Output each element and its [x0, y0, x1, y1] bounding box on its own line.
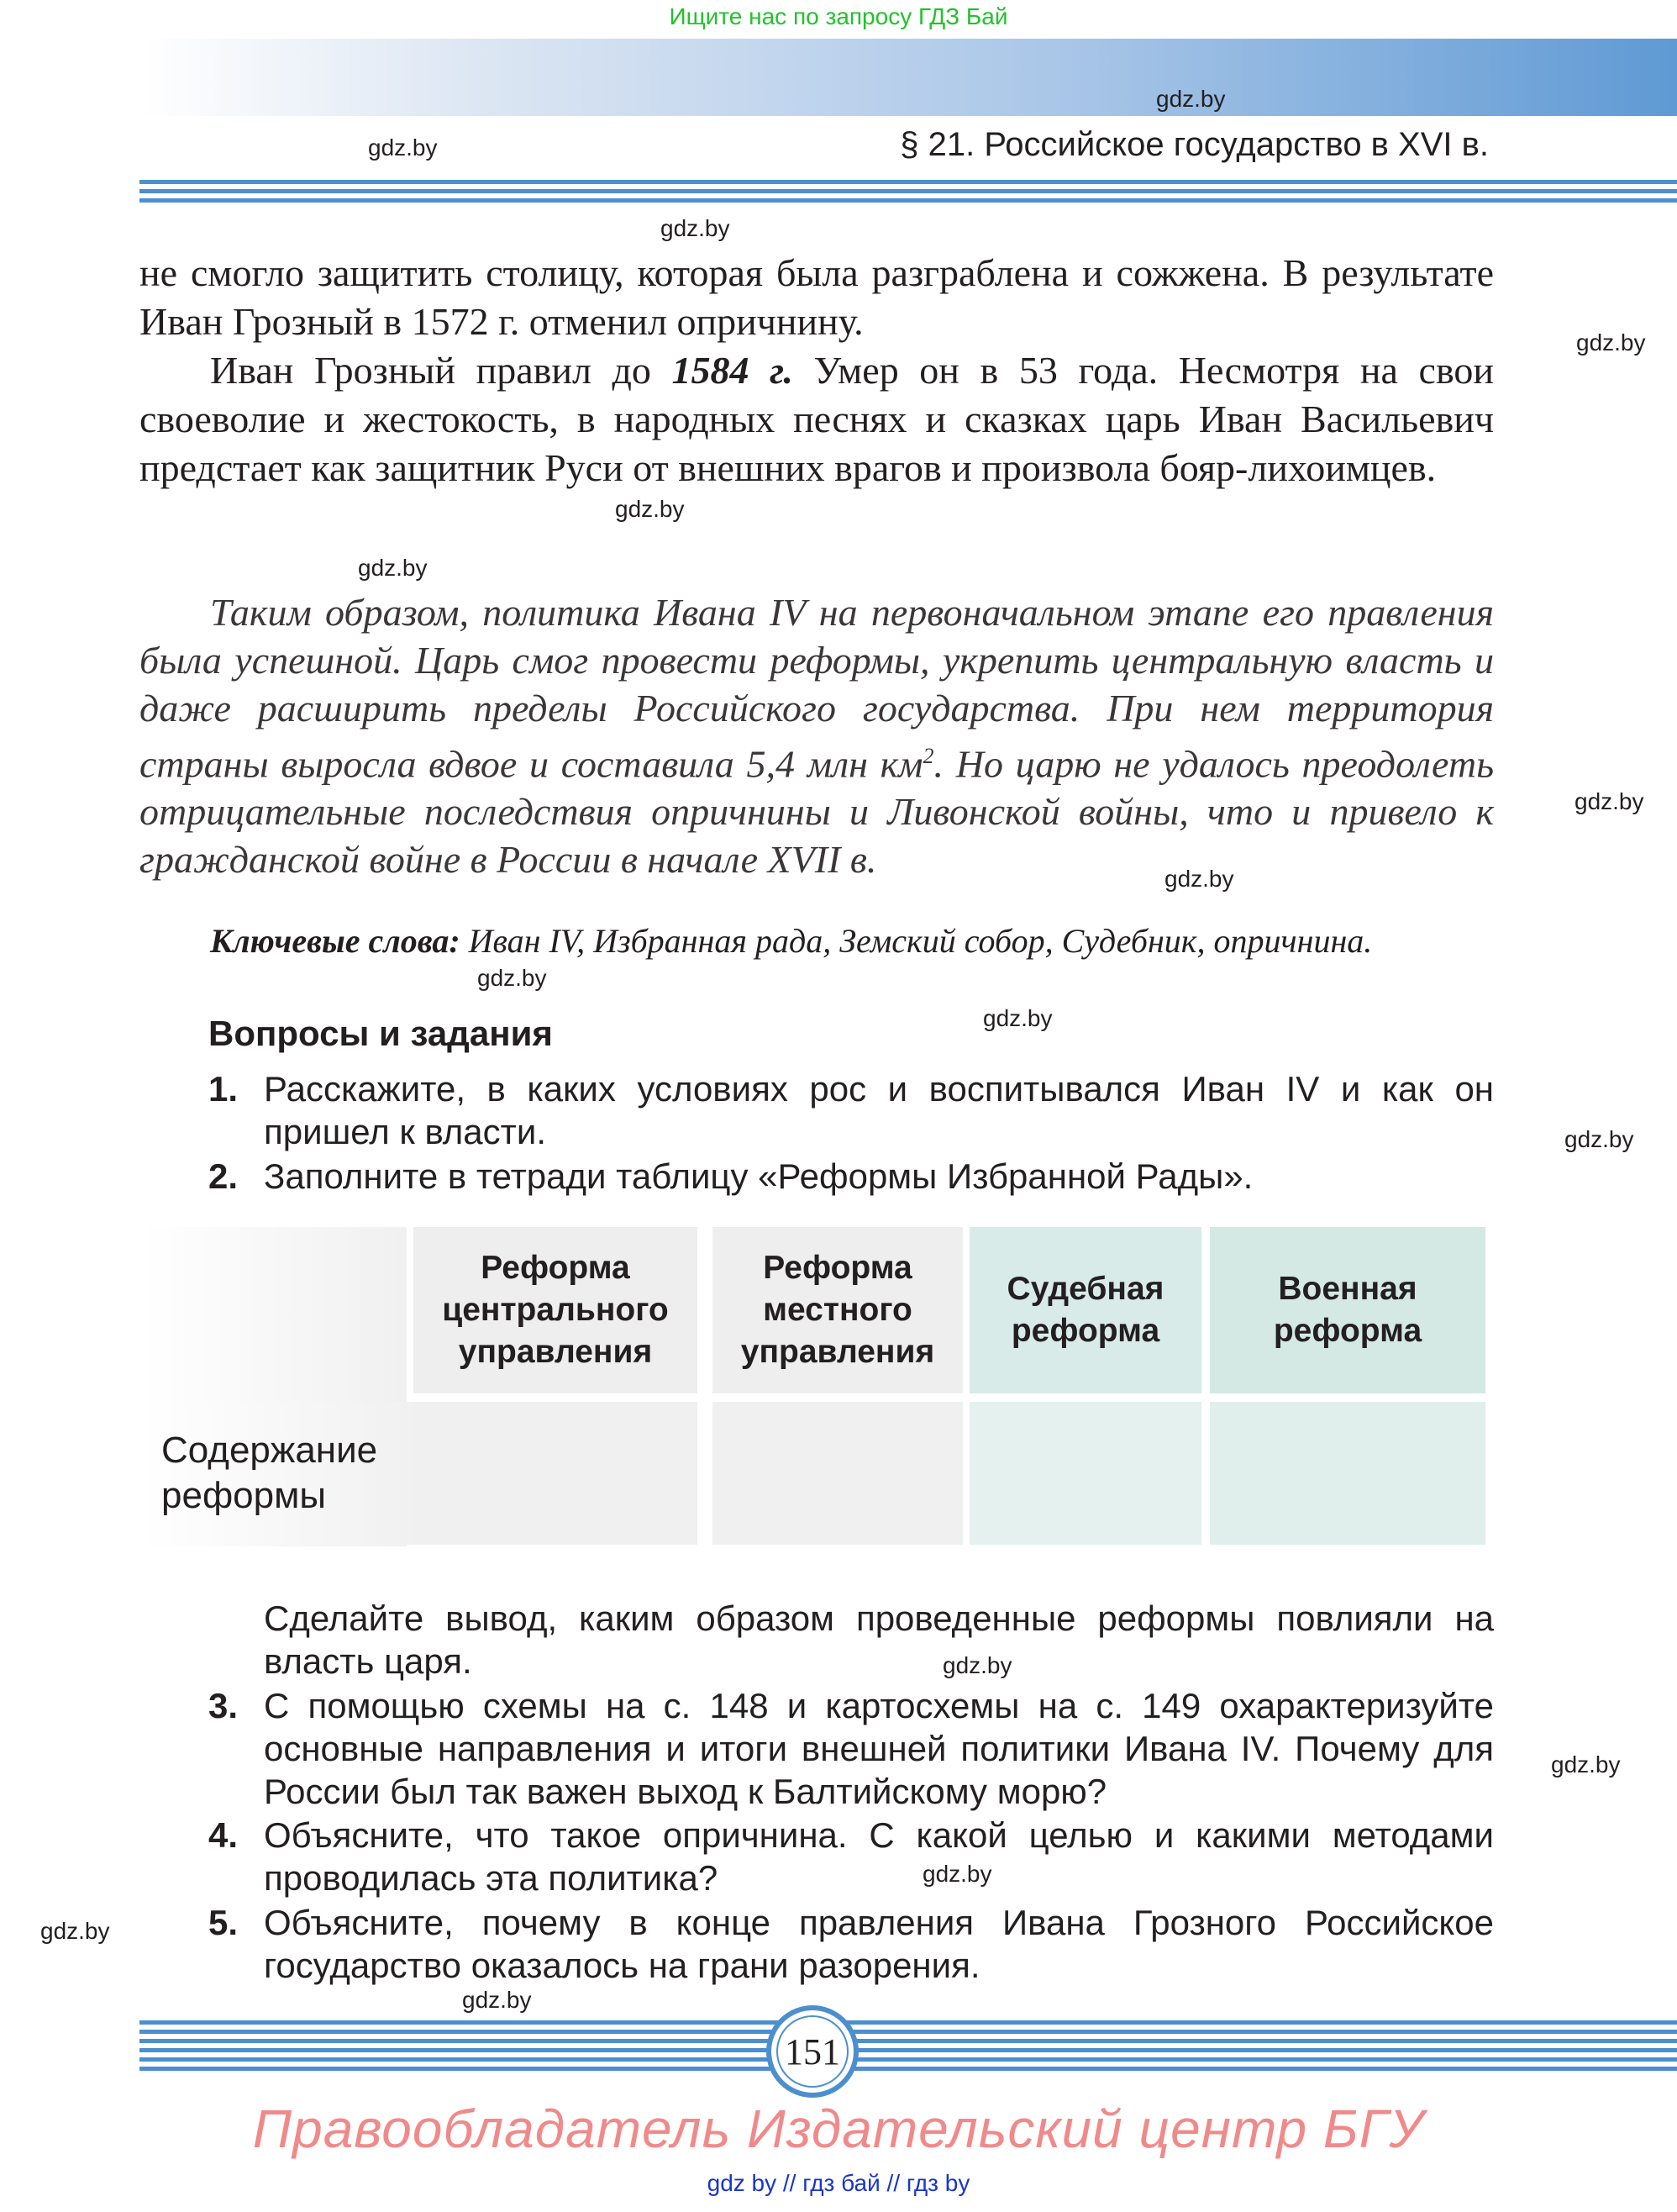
- keywords-label: Ключевые слова:: [210, 922, 460, 960]
- conclusion-paragraph: [139, 588, 1494, 883]
- question-text: Объясните, почему в конце правления Ивана Грозного Российское государство оказалось на грани разорения.: [264, 1903, 1494, 1985]
- table-header-cell: Реформа местного управления: [712, 1227, 963, 1393]
- question-number: 3.: [208, 1686, 239, 1725]
- table-header-cell: Судебная реформа: [970, 1227, 1201, 1393]
- question-text: Заполните в тетради таблицу «Реформы Избранной Рады».: [264, 1156, 1254, 1196]
- watermark: gdz.by: [1164, 866, 1234, 892]
- watermark: gdz.by: [368, 134, 438, 161]
- keywords-text: Иван IV, Избранная рада, Земский собор, Судебник, опричнина.: [460, 922, 1373, 960]
- question-text: Объясните, что такое опричнина. С какой целью и какими методами проводилась эта политика?: [264, 1815, 1494, 1898]
- question-continuation: Сделайте вывод, каким образом проведенные реформы повлияли на власть царя.: [264, 1598, 1494, 1681]
- conclusion-text: . Но царю не удалось преодолеть отрицательные последствия опричнины и Ливонской войны, что и привело к гражданской войне в России в начале XVII в.: [139, 742, 1495, 882]
- question-text: С помощью схемы на с. 148 и картосхемы на с. 149 охарактеризуйте основные направления и итоги внешней политики Ивана IV. Почему для России был так важен выход к Балтийскому морю?: [264, 1686, 1494, 1811]
- questions-heading: Вопросы и задания: [208, 1014, 553, 1053]
- watermark: gdz.by: [943, 1652, 1012, 1678]
- watermark: gdz.by: [1576, 329, 1646, 356]
- watermark: gdz.by: [462, 1987, 532, 2013]
- question-item: [208, 1814, 1494, 1899]
- question-item: [208, 1684, 1494, 1813]
- watermark: gdz.by: [1564, 1126, 1634, 1152]
- page-title: § 21. Российское государство в XVI в.: [900, 126, 1489, 163]
- table-row-label: Содержание реформы: [141, 1402, 427, 1545]
- question-item: [208, 1901, 1494, 1987]
- paragraph: [139, 346, 1494, 492]
- top-banner: Ищите нас по запросу ГДЗ Бай: [669, 3, 1008, 29]
- watermark: gdz.by: [983, 1005, 1053, 1031]
- watermark: gdz.by: [1574, 788, 1644, 814]
- watermark: gdz.by: [923, 1861, 992, 1887]
- question-number: 4.: [208, 1815, 239, 1855]
- table-cell: [970, 1402, 1201, 1545]
- watermark: gdz.by: [1156, 86, 1226, 112]
- question-number: 2.: [208, 1156, 239, 1196]
- table-cell: [712, 1402, 963, 1545]
- superscript: 2: [923, 744, 934, 768]
- question-number: 1.: [208, 1069, 239, 1109]
- table-header-cell: Реформа центрального управления: [413, 1227, 697, 1393]
- conclusion-text: Таким образом, политика Ивана IV на первоначальном этапе его правления была успешной. Царь смог провести реформы, укрепить центральную власть и даже расширить пределы Российского государства. При нем территория страны выросла вдвое и составила 5,4 млн км: [139, 591, 1494, 786]
- watermark: gdz.by: [660, 215, 730, 241]
- header-band: [141, 39, 1677, 116]
- table-cell: [413, 1402, 697, 1545]
- reforms-table: [141, 1227, 1485, 1546]
- table-cell: [1210, 1402, 1485, 1545]
- date-emphasis: 1584 г.: [671, 349, 794, 392]
- copyright-notice: Правообладатель Издательский центр БГУ: [252, 2099, 1425, 2159]
- question-text: Расскажите, в каких условиях рос и воспитывался Иван IV и как он пришел к власти.: [264, 1069, 1494, 1151]
- paragraph-text: Иван Грозный правил до: [210, 349, 672, 392]
- paragraph: не смогло защитить столицу, которая была разграблена и сожжена. В результате Иван Грозный в 1572 г. отменил опричнину.: [139, 251, 1494, 343]
- table-header-cell: Военная реформа: [1210, 1227, 1485, 1393]
- watermark: gdz.by: [1551, 1751, 1621, 1778]
- page-number-text: 151: [785, 2030, 840, 2072]
- question-number: 5.: [208, 1903, 239, 1942]
- paragraph-text: Умер он в 53 года. Несмотря на свои своеволие и жестокость, в народных песнях и сказках царь Иван Васильевич предстает как защитник Руси от внешних врагов и произвола бояр-лихоимцев.: [139, 349, 1495, 489]
- watermark: gdz.by: [358, 555, 428, 581]
- watermark: gdz.by: [40, 1918, 110, 1944]
- body-text: [139, 249, 1494, 492]
- watermark: gdz.by: [615, 496, 685, 522]
- watermark: gdz.by: [477, 965, 547, 991]
- bottom-links[interactable]: gdz by // гдз бай // гдз by: [707, 2170, 970, 2196]
- question-item: [208, 1155, 1494, 1198]
- keywords: [210, 921, 1494, 961]
- page-number: [766, 2005, 859, 2098]
- header-rule: [139, 180, 1677, 208]
- footer-rule: [139, 2020, 1677, 2076]
- question-item: [208, 1067, 1494, 1153]
